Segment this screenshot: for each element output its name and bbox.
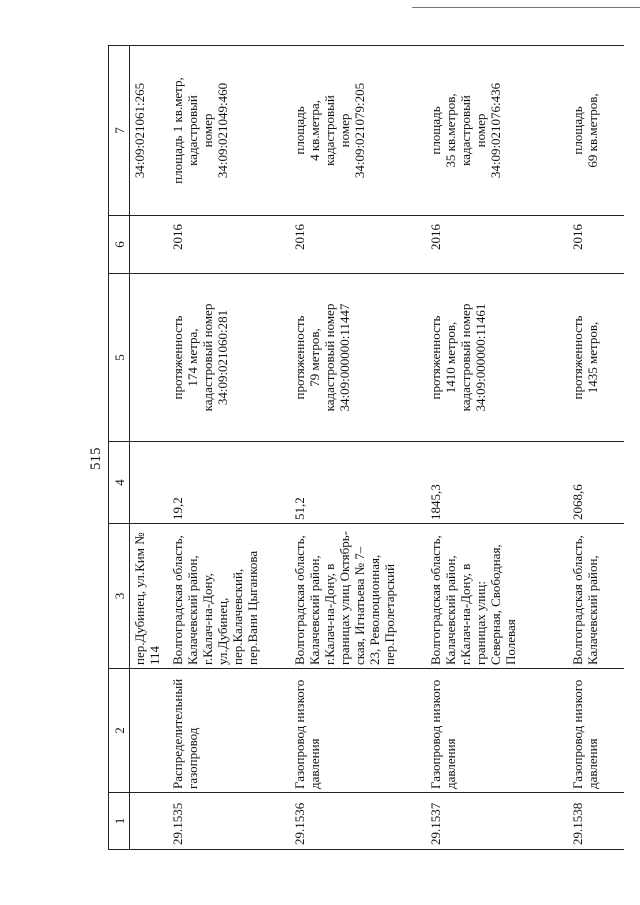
object-name: Газопровод низкого давления bbox=[428, 679, 458, 789]
row-number: 29.1537 bbox=[428, 802, 443, 845]
column-header: 6 bbox=[109, 216, 130, 274]
empty-cell bbox=[130, 274, 169, 442]
column-header: 7 bbox=[109, 46, 130, 216]
row-number: 29.1535 bbox=[170, 802, 185, 845]
object-value: 2068,6 bbox=[570, 484, 585, 520]
object-address: Волгоградская область, Калачевский район, г.Калач-на-Дону, в границах улиц: Северная, Свободная, Полевая bbox=[428, 535, 518, 665]
object-length: протяженность 79 метров, кадастровый номер 34:09:000000:11447 bbox=[292, 303, 352, 412]
column-header: 5 bbox=[109, 274, 130, 442]
object-year: 2016 bbox=[170, 224, 185, 250]
page-number: 515 bbox=[88, 447, 104, 470]
rotated-page bbox=[82, 46, 600, 850]
object-name: Газопровод низкого давления bbox=[570, 679, 600, 789]
column-header: 3 bbox=[109, 524, 130, 669]
empty-cell bbox=[130, 216, 169, 274]
object-address: Волгоградская область, Калачевский район, bbox=[570, 535, 600, 665]
empty-cell bbox=[130, 669, 169, 793]
top-rule bbox=[412, 7, 640, 8]
land-plot: площадь 35 кв.метров, кадастровый номер 34:09:021076:436 bbox=[428, 82, 503, 179]
address-continuation: пер.Дубинец, ул.Ким № 114 bbox=[132, 532, 162, 665]
table-row bbox=[168, 46, 290, 850]
cadastral-continuation: 34:09:021061:265 bbox=[132, 82, 147, 179]
column-header: 1 bbox=[109, 793, 130, 850]
column-header: 2 bbox=[109, 669, 130, 793]
object-value: 51,2 bbox=[292, 497, 307, 520]
object-length: протяженность 174 метра, кадастровый номер 34:09:021060:281 bbox=[170, 303, 230, 412]
object-length: протяженность 1435 метров, bbox=[570, 315, 600, 400]
empty-cell bbox=[130, 442, 169, 524]
row-number: 29.1536 bbox=[292, 802, 307, 845]
object-value: 1845,3 bbox=[428, 484, 443, 520]
registry-table bbox=[108, 45, 624, 850]
header-row bbox=[109, 46, 130, 850]
column-header: 4 bbox=[109, 442, 130, 524]
land-plot: площадь 4 кв.метра, кадастровый номер 34:09:021079:205 bbox=[292, 82, 367, 179]
object-length: протяженность 1410 метров, кадастровый номер 34:09:000000:11461 bbox=[428, 303, 488, 412]
object-address: Волгоградская область, Калачевский район, г.Калач-на-Дону, ул.Дубинец, пер.Калачевский, пер.Вани Цыганкова bbox=[170, 535, 260, 665]
object-year: 2016 bbox=[292, 224, 307, 250]
object-address: Волгоградская область, Калачевский район, г.Калач-на-Дону, в границах улиц Октябрь- ская, Игнатьева № 7– 23, Революционная, пер.Пролетарский bbox=[292, 531, 397, 665]
empty-cell bbox=[130, 793, 169, 850]
table-row bbox=[290, 46, 426, 850]
continuation-row bbox=[130, 46, 169, 850]
object-name: Распределительный газопровод bbox=[170, 678, 200, 789]
object-year: 2016 bbox=[428, 224, 443, 250]
land-plot: площадь 69 кв.метров, bbox=[570, 93, 600, 168]
object-year: 2016 bbox=[570, 224, 585, 250]
object-value: 19,2 bbox=[170, 497, 185, 520]
row-number: 29.1538 bbox=[570, 802, 585, 845]
object-name: Газопровод низкого давления bbox=[292, 679, 322, 789]
table-row bbox=[426, 46, 568, 850]
table-row bbox=[568, 46, 624, 850]
land-plot: площадь 1 кв.метр, кадастровый номер 34:09:021049:460 bbox=[170, 77, 230, 184]
